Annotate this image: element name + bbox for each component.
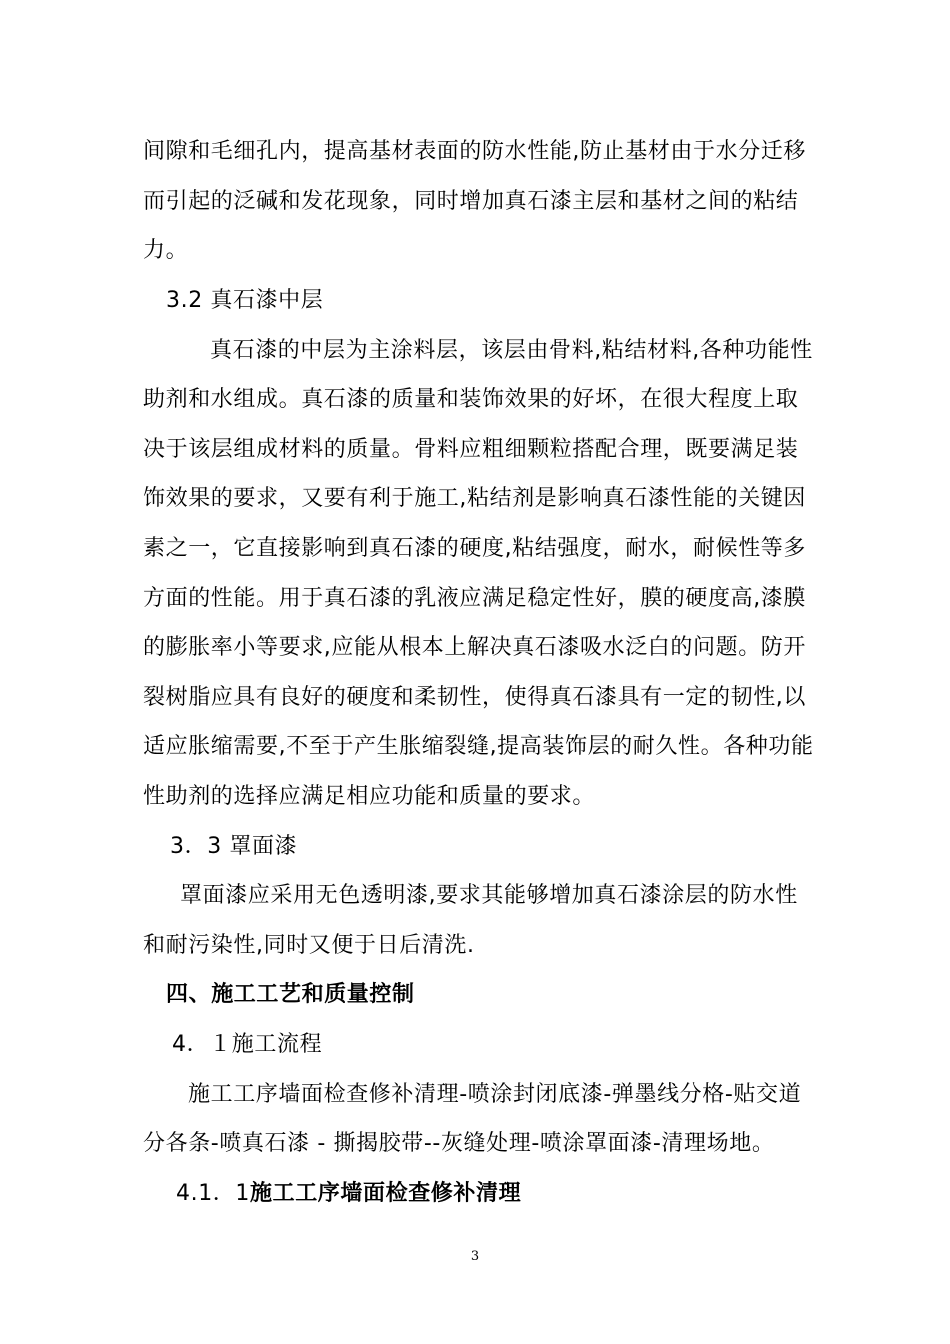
paragraph-line: 力。 bbox=[143, 238, 189, 263]
paragraph-line: 施工工序墙面检查修补清理-喷涂封闭底漆-弹墨线分格-贴交道 bbox=[188, 1082, 802, 1107]
paragraph-line: 适应胀缩需要,不至于产生胀缩裂缝,提高装饰层的耐久性。各种功能 bbox=[143, 734, 814, 759]
section-heading-4-1: 4．１施工流程 bbox=[172, 1032, 323, 1057]
paragraph-line: 罩面漆应采用无色透明漆,要求其能够增加真石漆涂层的防水性 bbox=[180, 883, 798, 908]
paragraph-line: 分各条-喷真石漆 - 撕揭胶带--灰缝处理-喷涂罩面漆-清理场地。 bbox=[143, 1131, 775, 1156]
section-heading-4: 四、施工工艺和质量控制 bbox=[166, 982, 415, 1007]
page-number: 3 bbox=[470, 1249, 480, 1264]
paragraph-line: 间隙和毛细孔内，提高基材表面的防水性能,防止基材由于水分迁移 bbox=[143, 139, 806, 164]
section-number: 4.1．1 bbox=[176, 1181, 250, 1206]
paragraph-line: 性助剂的选择应满足相应功能和质量的要求。 bbox=[143, 784, 596, 809]
section-heading-3-2: 3.2 真石漆中层 bbox=[166, 288, 324, 313]
paragraph-line: 裂树脂应具有良好的硬度和柔韧性，使得真石漆具有一定的韧性,以 bbox=[143, 685, 806, 710]
paragraph-line: 素之一，它直接影响到真石漆的硬度,粘结强度，耐水，耐候性等多 bbox=[143, 536, 806, 561]
paragraph-line: 真石漆的中层为主涂料层，该层由骨料,粘结材料,各种功能性 bbox=[210, 338, 813, 363]
section-heading-3-3: 3．3 罩面漆 bbox=[170, 834, 298, 859]
paragraph-line: 饰效果的要求，又要有利于施工,粘结剂是影响真石漆性能的关键因 bbox=[143, 486, 806, 511]
paragraph-line: 和耐污染性,同时又便于日后清洗. bbox=[143, 933, 475, 958]
paragraph-line: 助剂和水组成。真石漆的质量和装饰效果的好坏，在很大程度上取 bbox=[143, 387, 799, 412]
section-title: 施工工序墙面检查修补清理 bbox=[250, 1181, 522, 1206]
paragraph-line: 方面的性能。用于真石漆的乳液应满足稳定性好，膜的硬度高,漆膜 bbox=[143, 586, 806, 611]
paragraph-line: 而引起的泛碱和发花现象，同时增加真石漆主层和基材之间的粘结 bbox=[143, 189, 799, 214]
paragraph-line: 的膨胀率小等要求,应能从根本上解决真石漆吸水泛白的问题。防开 bbox=[143, 635, 806, 660]
paragraph-line: 决于该层组成材料的质量。骨料应粗细颗粒搭配合理，既要满足装 bbox=[143, 437, 799, 462]
section-heading-4-1-1 bbox=[176, 1180, 521, 1208]
